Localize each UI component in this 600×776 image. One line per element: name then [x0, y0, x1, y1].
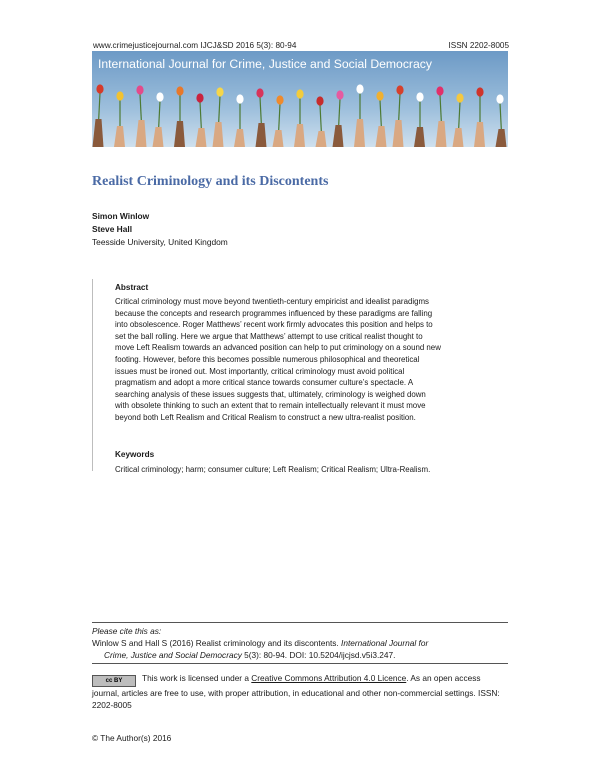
license-text-after: . As an open access journal, articles are free to use, with proper attribution, in educational and other non-commercial settings. ISSN: 2202-8005 [92, 673, 500, 710]
flower-bloom [156, 92, 163, 101]
keywords-text: Critical criminology; harm; consumer culture; Left Realism; Critical Realism; Ultra-Realism. [115, 465, 431, 474]
abstract-line: issues must be ironed out. Most importantly, critical criminology must avoid political [115, 366, 405, 376]
author-name: Steve Hall [92, 224, 133, 234]
flower-bloom [296, 89, 303, 98]
abstract-line: searching analysis of these issues suggests that, ultimately, criminology is weighed down [115, 389, 426, 399]
cc-by-badge-icon[interactable]: cc BY [92, 675, 136, 687]
flower-bloom [116, 91, 123, 100]
abstract-line: move Left Realism towards an advanced position can help to put criminology on a sound new [115, 343, 441, 353]
banner-title: International Journal for Crime, Justice and Social Democracy [98, 57, 432, 71]
abstract-line: footing. However, before this becomes possible numerous philosophical and theoretical [115, 354, 420, 364]
citation-journal: International Journal for [341, 638, 429, 648]
abstract-heading: Abstract [115, 283, 149, 292]
flower-bloom [416, 92, 423, 101]
flower-bloom [96, 84, 103, 93]
keywords-heading: Keywords [115, 450, 155, 459]
citation-heading: Please cite this as: [92, 626, 162, 636]
flower-bloom [216, 87, 223, 96]
flower-bloom [336, 90, 343, 99]
affiliation: Teesside University, United Kingdom [92, 237, 228, 247]
abstract-line: set the ball rolling. Here we argue that Matthews’ attempt to use critical realist thought to [115, 331, 423, 341]
abstract-line: pragmatism and adopt a more critical stance towards consumer culture’s spectacle. A [115, 378, 414, 388]
running-header [93, 41, 509, 50]
abstract-line: beyond both Left Realism and Critical Realism to construct a new ultra-realist position. [115, 412, 416, 422]
flower-bloom [196, 93, 203, 102]
article-title: Realist Criminology and its Discontents [92, 174, 329, 189]
license-text-before: This work is licensed under a [142, 673, 252, 683]
flower-bloom [396, 85, 403, 94]
flower-bloom [176, 86, 183, 95]
journal-banner [92, 51, 508, 147]
flower-bloom [276, 95, 283, 104]
flower-bloom [436, 86, 443, 95]
author-name: Simon Winlow [92, 211, 150, 221]
flower-bloom [356, 84, 363, 93]
flower-bloom [456, 93, 463, 102]
citation-authors: Winlow S and Hall S (2016) Realist criminology and its discontents. [92, 638, 342, 648]
license-link[interactable]: Creative Commons Attribution 4.0 Licence [251, 673, 407, 683]
flower-bloom [476, 87, 483, 96]
abstract-line: with obsolete thinking to such an extent that to remain intellectually relevant it must move [115, 401, 426, 411]
citation-journal-cont: Crime, Justice and Social Democracy [104, 649, 242, 660]
license-notice [92, 672, 508, 711]
citation-box [92, 622, 508, 664]
flower-bloom [376, 91, 383, 100]
journal-url[interactable]: www.crimejusticejournal.com IJCJ&SD 2016 5(3): 80-94 [93, 41, 297, 50]
abstract-text [115, 296, 487, 424]
flower-bloom [496, 94, 503, 103]
abstract-section [92, 279, 511, 474]
author-block [92, 210, 228, 249]
copyright: © The Author(s) 2016 [92, 733, 172, 743]
abstract-line: because the concepts and research programmes influenced by these paradigms are falling [115, 308, 433, 318]
citation-details: 5(3): 80-94. DOI: 10.5204/ijcjsd.v5i3.247. [241, 649, 396, 660]
abstract-line: into obsolescence. Roger Matthews’ recent work firmly advocates this position and helps to [115, 320, 433, 330]
flower-bloom [236, 94, 243, 103]
flower-bloom [316, 96, 323, 105]
issn: ISSN 2202-8005 [448, 41, 509, 50]
flower-bloom [256, 88, 263, 97]
flower-bloom [136, 85, 143, 94]
citation-text [92, 638, 508, 661]
citation-line-2 [92, 650, 508, 662]
abstract-line: Critical criminology must move beyond twentieth-century empiricist and idealist paradigms [115, 297, 429, 306]
